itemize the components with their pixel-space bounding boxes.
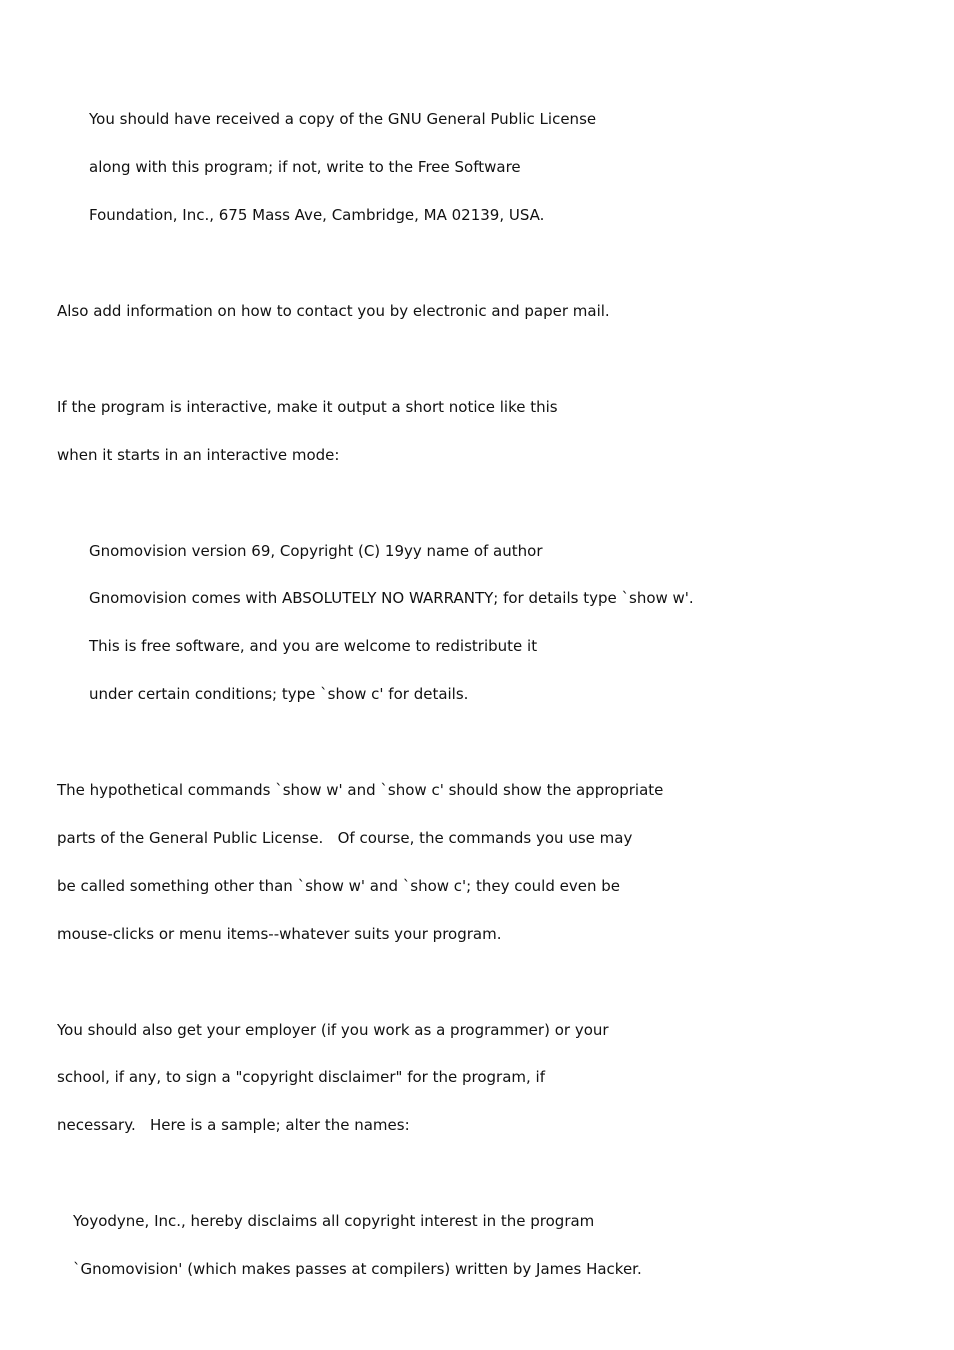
text-line: necessary. Here is a sample; alter the names: [57, 1116, 410, 1134]
text-line: Foundation, Inc., 675 Mass Ave, Cambridge, MA 02139, USA. [89, 206, 545, 224]
text-line: Also add information on how to contact you by electronic and paper mail. [57, 302, 610, 320]
text-line: You should also get your employer (if you work as a programmer) or your [57, 1021, 609, 1039]
text-line: parts of the General Public License. Of course, the commands you use may [57, 829, 633, 847]
text-line: mouse-clicks or menu items--whatever suits your program. [57, 925, 502, 943]
text-line: You should have received a copy of the GNU General Public License [89, 110, 597, 128]
text-line: school, if any, to sign a "copyright disclaimer" for the program, if [57, 1068, 545, 1086]
text-line: Gnomovision comes with ABSOLUTELY NO WARRANTY; for details type `show w'. [89, 589, 694, 607]
text-line: be called something other than `show w' and `show c'; they could even be [57, 877, 620, 895]
text-line: when it starts in an interactive mode: [57, 446, 340, 464]
text-line: along with this program; if not, write to the Free Software [89, 158, 521, 176]
text-line: Gnomovision version 69, Copyright (C) 19yy name of author [89, 542, 543, 560]
text-line: This is free software, and you are welcome to redistribute it [89, 637, 538, 655]
text-line: `Gnomovision' (which makes passes at compilers) written by James Hacker. [73, 1260, 642, 1278]
text-line: under certain conditions; type `show c' for details. [89, 685, 469, 703]
text-line: The hypothetical commands `show w' and `show c' should show the appropriate [57, 781, 664, 799]
text-line: Yoyodyne, Inc., hereby disclaims all copyright interest in the program [73, 1212, 595, 1230]
text-line: If the program is interactive, make it output a short notice like this [57, 398, 558, 416]
